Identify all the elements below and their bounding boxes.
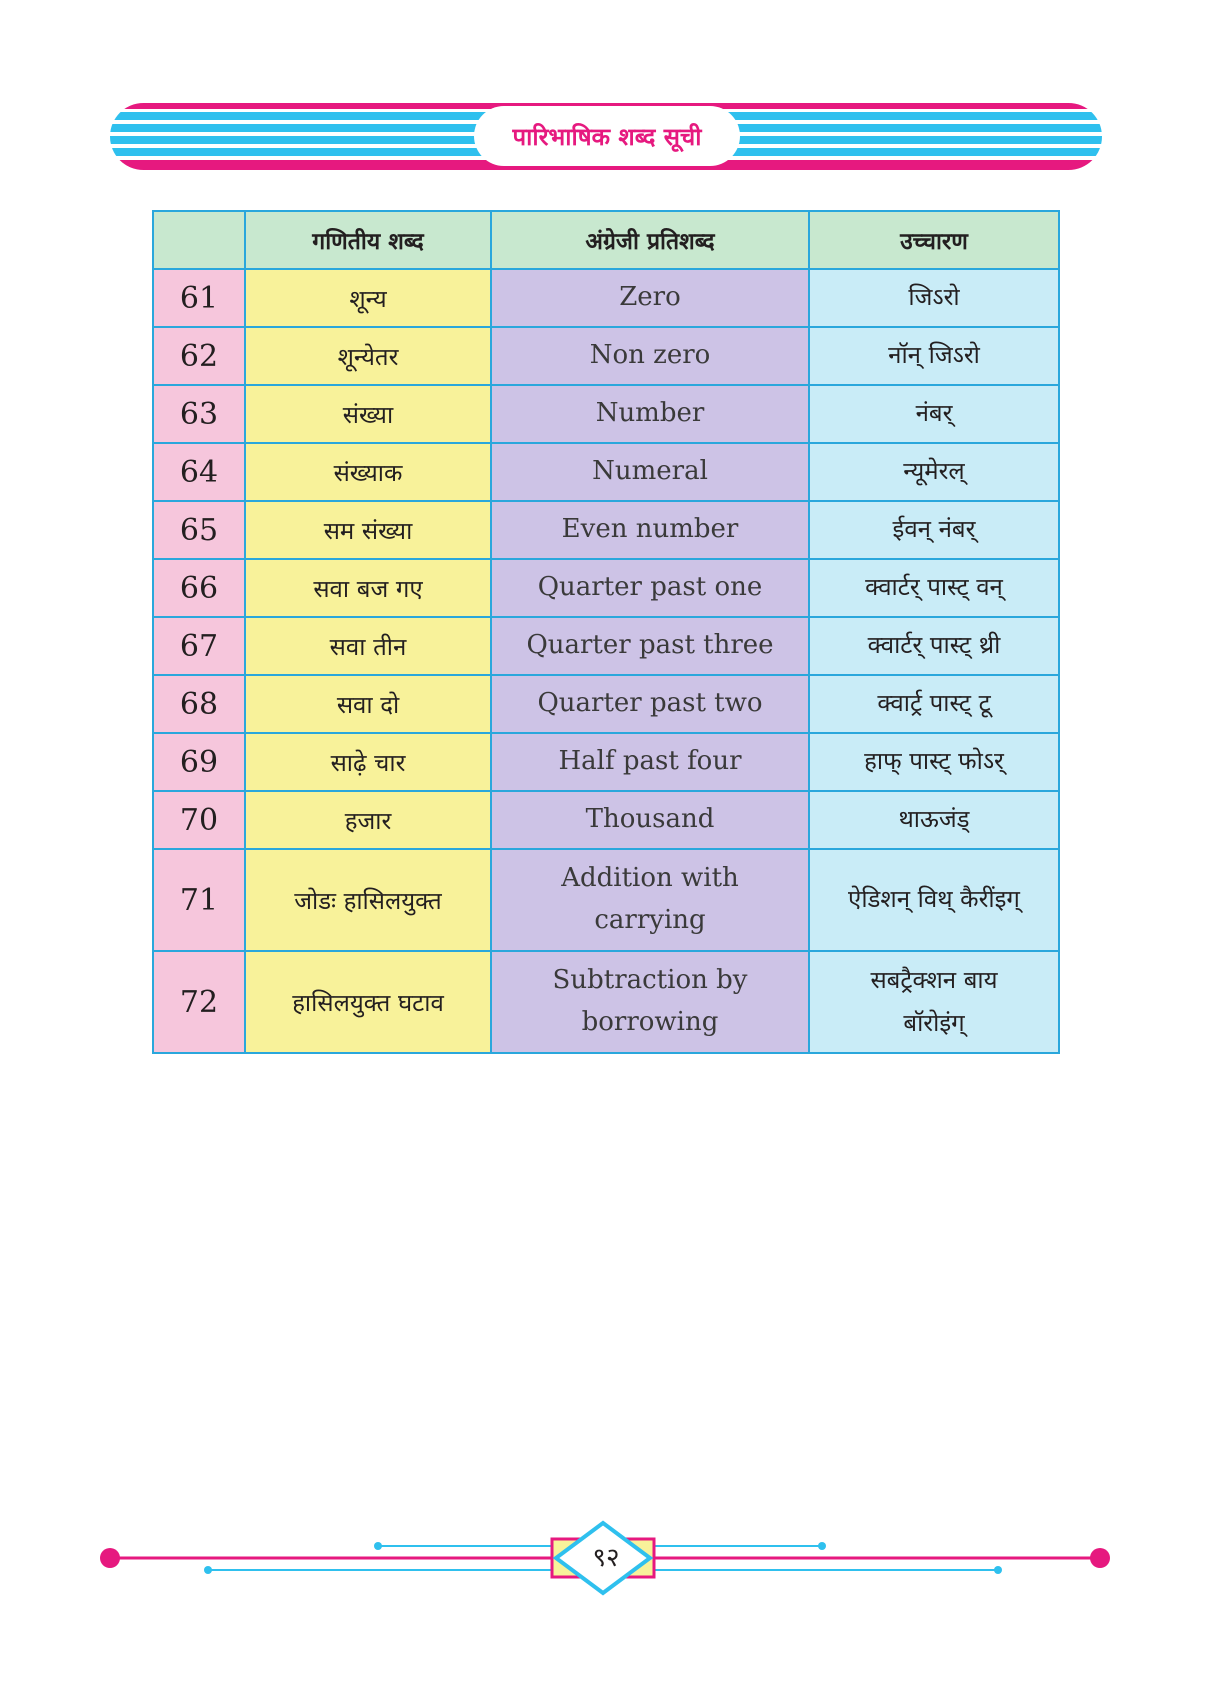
math-term: जोडः हासिलयुक्त [245,849,491,951]
pronunciation: थाऊजंड् [809,791,1059,849]
math-term: सवा बज गए [245,559,491,617]
english-term: Non zero [491,327,809,385]
math-term: हासिलयुक्त घटाव [245,951,491,1053]
row-number: 71 [153,849,245,951]
math-term: संख्या [245,385,491,443]
table-header-row [153,211,1059,269]
row-number: 70 [153,791,245,849]
pronunciation: नंबर् [809,385,1059,443]
english-term: Number [491,385,809,443]
pronunciation: सबट्रैक्शन बाय बॉरोइंग् [809,951,1059,1053]
english-term: Subtraction by borrowing [491,951,809,1053]
math-term: शून्य [245,269,491,327]
english-term: Even number [491,501,809,559]
table-row [153,385,1059,443]
table-row [153,559,1059,617]
column-header-english-term: अंग्रेजी प्रतिशब्द [491,211,809,269]
english-term: Quarter past one [491,559,809,617]
row-number: 67 [153,617,245,675]
pronunciation: जिऽरो [809,269,1059,327]
glossary-table [152,210,1060,1054]
column-header-math-term: गणितीय शब्द [245,211,491,269]
row-number: 66 [153,559,245,617]
row-number: 69 [153,733,245,791]
page-number: ९२ [592,1543,620,1573]
table-row [153,443,1059,501]
table-row [153,791,1059,849]
row-number: 72 [153,951,245,1053]
row-number: 68 [153,675,245,733]
pronunciation: ईवन् नंबर् [809,501,1059,559]
english-term: Zero [491,269,809,327]
table-row [153,675,1059,733]
table-row [153,501,1059,559]
pronunciation: नॉन् जिऽरो [809,327,1059,385]
row-number: 63 [153,385,245,443]
english-term: Thousand [491,791,809,849]
english-term: Numeral [491,443,809,501]
table-row [153,327,1059,385]
row-number: 64 [153,443,245,501]
math-term: साढ़े चार [245,733,491,791]
row-number: 61 [153,269,245,327]
column-header-number [153,211,245,269]
table-row [153,733,1059,791]
math-term: सवा तीन [245,617,491,675]
table-row [153,617,1059,675]
page-title: पारिभाषिक शब्द सूची [474,106,740,166]
math-term: सवा दो [245,675,491,733]
english-term: Quarter past two [491,675,809,733]
english-term: Half past four [491,733,809,791]
pronunciation: ऐडिशन् विथ् कैरींइग् [809,849,1059,951]
pronunciation: क्वार्टर् पास्ट् थ्री [809,617,1059,675]
table-row [153,849,1059,951]
column-header-pronunciation: उच्चारण [809,211,1059,269]
pronunciation: हाफ् पास्ट् फोऽर् [809,733,1059,791]
math-term: हजार [245,791,491,849]
table-row [153,951,1059,1053]
pronunciation: क्वार्ट्र पास्ट् टू [809,675,1059,733]
math-term: संख्याक [245,443,491,501]
math-term: सम संख्या [245,501,491,559]
pronunciation: न्यूमेरल् [809,443,1059,501]
row-number: 62 [153,327,245,385]
row-number: 65 [153,501,245,559]
pronunciation: क्वार्टर् पास्ट् वन् [809,559,1059,617]
english-term: Addition with carrying [491,849,809,951]
english-term: Quarter past three [491,617,809,675]
table-row [153,269,1059,327]
math-term: शून्येतर [245,327,491,385]
